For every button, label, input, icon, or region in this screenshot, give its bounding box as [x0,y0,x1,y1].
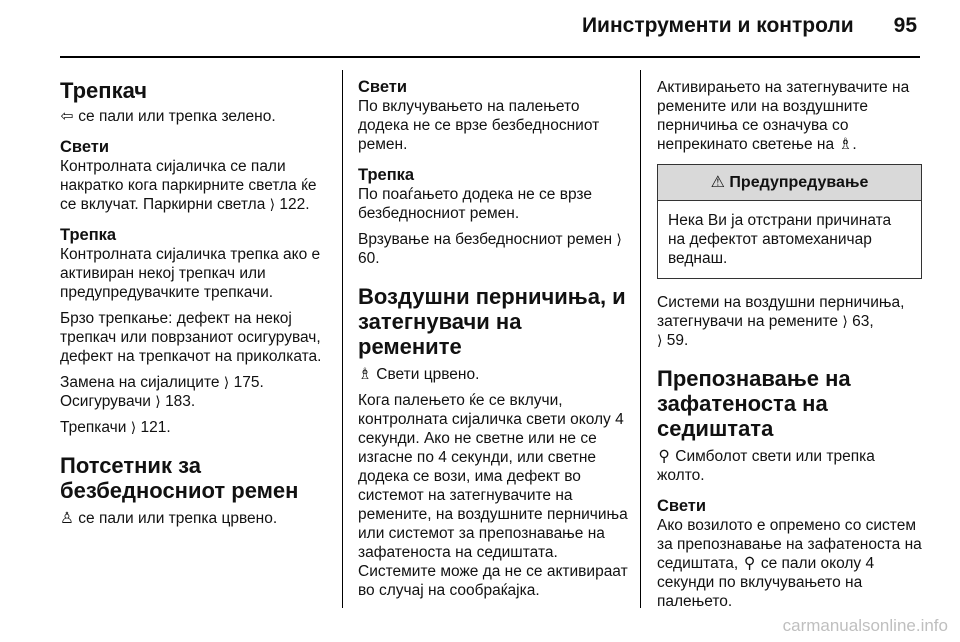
subheading-sveti: Свети [657,497,707,515]
paragraph-trepkaci: Трепкачи ⟩ 121. [60,419,171,436]
prepoznavanje-intro: ⚲ Симболот свети или трепка жолто. [657,448,875,484]
seat-occupancy-icon: ⚲ [743,555,756,572]
page-title: Иинструменти и контроли [581,14,854,37]
paragraph-aktiviranje: Активирањето на затегнувачите на ремените или на воздушните перничиња се означува со непрекинато светење на ♗. [657,79,910,153]
paragraph-zamena: Замена на сијалиците ⟩ 175. [60,374,264,391]
column-divider-2 [640,70,641,608]
xref-arrow-icon: ⟩ [223,374,230,390]
page-header [0,14,917,38]
section-title-prepoznavanje: Препознавање на зафатеноста на седиштата [657,366,851,441]
column-1 [60,78,328,535]
xref-arrow-icon: ⟩ [616,231,622,247]
paragraph-vrzuvanje: Врзување на безбедносниот ремен ⟩ 60. [358,231,622,267]
warning-box [657,164,922,279]
watermark: carmanualsonline.info [782,616,948,635]
xref-arrow-icon: ⟩ [842,313,848,329]
paragraph-brzo: Брзо трепкање: дефект на некој трепкач или поврзаниот осигурувач, дефект на трепкачот на приколката. [60,310,322,365]
column-divider-1 [342,70,343,608]
section-title-potsetnik: Потсетник за безбедносниот ремен [60,453,299,503]
xref-arrow-icon: ⟩ [269,196,276,212]
xref-arrow-icon: ⟩ [130,419,137,435]
seatbelt-icon: ♙ [60,510,74,527]
seat-occupancy-icon: ⚲ [658,448,670,465]
subheading-trepka: Трепка [60,226,117,244]
link-page-60[interactable]: 60. [358,250,380,267]
trepkach-intro: ⇦ се пали или трепка зелено. [60,108,276,125]
airbag-icon: ♗ [838,136,853,153]
warning-triangle-icon: ⚠ [710,174,725,191]
paragraph-sistemi: Системи на воздушни перничиња, затегнувачи на ремените ⟩ 63, ⟩ 59. [657,294,905,349]
subheading-sveti: Свети [60,138,110,156]
potsetnik-intro: ♙ се пали или трепка црвено. [60,510,278,527]
turn-signal-icon: ⇦ [60,108,74,125]
xref-arrow-icon: ⟩ [155,393,161,409]
warning-body: Нека Ви ја отстрани причината на дефектот автомеханичар веднаш. [668,212,892,267]
link-page-183[interactable]: 183. [165,393,196,410]
paragraph-trepka: Контролната сијаличка трепка ако е активиран некој трепкач или предупредувачките трепкачи. [60,246,321,301]
xref-arrow-icon: ⟩ [657,332,663,348]
link-page-175[interactable]: 175. [233,374,264,391]
section-title-vozdusni: Воздушни перничиња, и затегнувачи на ремените [358,284,626,359]
link-page-121[interactable]: 121. [140,419,171,436]
paragraph-vozdusni: Кога палењето ќе се вклучи, контролната сијаличка свети околу 4 секунди. Ако не светне или не се изгасне по 4 секунди, или светне додека се вози, има дефект во системот на затегнувачите на ремените, на воздушните перничиња или системот за препознавање на зафатеноста на седиштата. Системите може да не се активираат во случај на сообраќајка. [358,392,628,599]
paragraph-trepka: По поаѓањето додека не се врзе безбедносниот ремен. [358,186,592,222]
column-3 [657,78,922,618]
section-title-trepkach: Трепкач [60,78,148,103]
subheading-trepka: Трепка [358,166,415,184]
airbag-icon: ♗ [358,366,372,383]
column-2 [358,78,628,607]
header-rule [60,56,920,58]
paragraph-sveti: Ако возилото е опремено со систем за препознавање на зафатеноста на седиштата, ⚲ се пали околу 4 секунди по вклучувањето на палењето. [657,517,922,610]
link-page-122[interactable]: 122. [279,196,310,213]
paragraph-osiguruvaci: Осигурувачи ⟩ 183. [60,393,196,410]
paragraph-sveti: По вклучувањето на палењето додека не се врзе безбедносниот ремен. [358,98,600,153]
page-number: 95 [893,14,917,37]
subheading-sveti: Свети [358,78,408,96]
vozdusni-intro: ♗ Свети црвено. [358,366,480,383]
paragraph-sveti: Контролната сијаличка се пали накратко кога паркирните светла ќе се вклучат. Паркирни светла ⟩ 122. [60,158,317,213]
link-page-63[interactable]: 63, [852,313,874,330]
warning-header: ⚠ Предупредување [658,165,921,201]
link-page-59[interactable]: 59. [666,332,689,349]
